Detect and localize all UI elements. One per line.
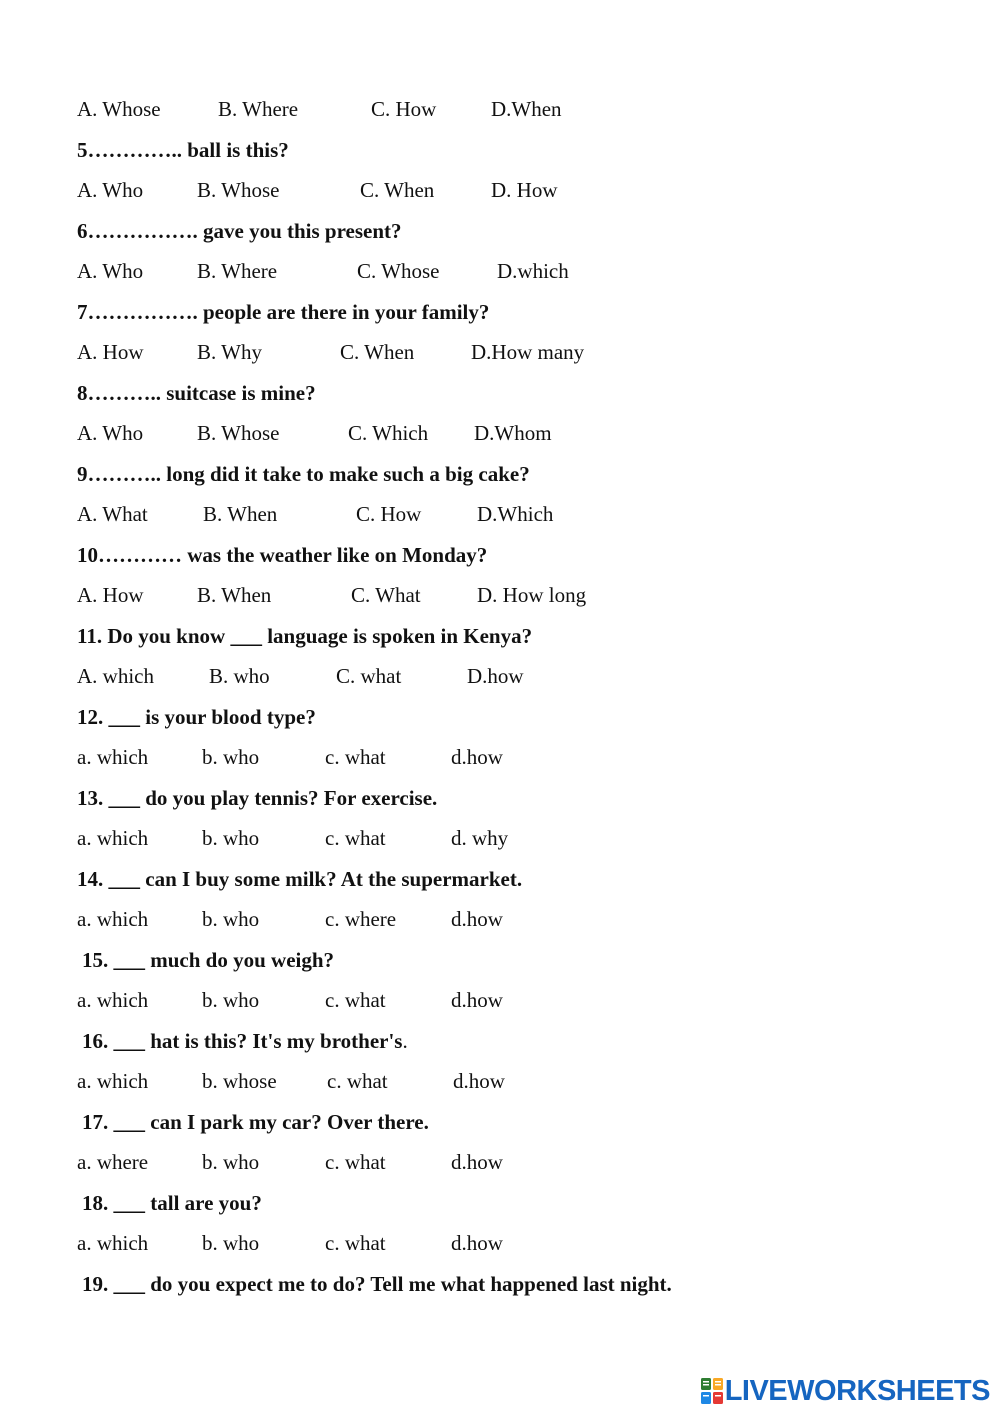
answer-option[interactable]: a. which (77, 1231, 149, 1255)
answer-option[interactable]: B. Where (218, 97, 299, 121)
answer-option[interactable]: D.which (497, 259, 569, 283)
question-text: 15. ___ much do you weigh? (82, 948, 335, 972)
question-text: 5………….. ball is this? (77, 138, 289, 162)
answer-option[interactable]: b. who (202, 1150, 260, 1174)
question-text: 6……………. gave you this present? (77, 219, 402, 243)
answer-option[interactable]: b. who (202, 1231, 260, 1255)
answer-option[interactable]: b. whose (202, 1069, 277, 1093)
question-text: 19. ___ do you expect me to do? Tell me what happened last night. (82, 1272, 672, 1296)
answer-option[interactable]: d.how (453, 1069, 505, 1093)
answer-option[interactable]: d.how (451, 988, 503, 1012)
question-text: 9……….. long did it take to make such a big cake? (77, 462, 530, 486)
answer-option[interactable]: d.how (451, 1231, 503, 1255)
answer-option[interactable]: C. Whose (357, 259, 440, 283)
question-text: 11. Do you know ___ language is spoken in Kenya? (77, 624, 533, 648)
answer-option[interactable]: A. How (77, 340, 144, 364)
answer-option[interactable]: C. When (340, 340, 415, 364)
answer-option[interactable]: A. What (77, 502, 148, 526)
answer-option[interactable]: C. How (371, 97, 437, 121)
answer-option[interactable]: a. where (77, 1150, 149, 1174)
answer-option[interactable]: c. what (325, 988, 386, 1012)
answer-option[interactable]: A. Who (77, 178, 144, 202)
answer-option[interactable]: C. What (351, 583, 421, 607)
answer-option[interactable]: A. Who (77, 259, 144, 283)
answer-option[interactable]: b. who (202, 745, 260, 769)
answer-option[interactable]: d.how (451, 907, 503, 931)
answer-option[interactable]: B. Why (197, 340, 262, 364)
answer-option[interactable]: c. what (325, 745, 386, 769)
answer-option[interactable]: a. which (77, 988, 149, 1012)
answer-option[interactable]: A. Who (77, 421, 144, 445)
answer-option[interactable]: D.how (467, 664, 524, 688)
question-text: 10………… was the weather like on Monday? (77, 543, 488, 567)
answer-option[interactable]: c. what (325, 826, 386, 850)
question-text: 18. ___ tall are you? (82, 1191, 262, 1215)
question-text: 17. ___ can I park my car? Over there. (82, 1110, 429, 1134)
answer-option[interactable]: A. which (77, 664, 154, 688)
question-text: 16. ___ hat is this? It's my brother's (82, 1029, 403, 1053)
answer-option[interactable]: b. who (202, 988, 260, 1012)
answer-option[interactable]: D. How long (477, 583, 587, 607)
answer-option[interactable]: c. what (325, 1150, 386, 1174)
answer-option[interactable]: c. what (325, 1231, 386, 1255)
answer-option[interactable]: B. Whose (197, 178, 280, 202)
answer-option[interactable]: a. which (77, 745, 149, 769)
question-tail: . (402, 1029, 408, 1053)
answer-option[interactable]: d.how (451, 745, 503, 769)
answer-option[interactable]: b. who (202, 826, 260, 850)
answer-option[interactable]: a. which (77, 826, 149, 850)
answer-option[interactable]: a. which (77, 1069, 149, 1093)
answer-option[interactable]: C. How (356, 502, 422, 526)
answer-option[interactable]: C. what (336, 664, 402, 688)
answer-option[interactable]: A. How (77, 583, 144, 607)
answer-option[interactable]: D.Whom (474, 421, 552, 445)
answer-option[interactable]: b. who (202, 907, 260, 931)
answer-option[interactable]: C. Which (348, 421, 429, 445)
answer-option[interactable]: c. where (325, 907, 397, 931)
question-text: 7……………. people are there in your family? (77, 300, 490, 324)
logo-text: LIVEWORKSHEETS (724, 1374, 990, 1407)
question-text: 13. ___ do you play tennis? For exercise. (77, 786, 438, 810)
answer-option[interactable]: c. what (327, 1069, 388, 1093)
liveworksheets-logo-icon (701, 1378, 723, 1404)
question-text: 14. ___ can I buy some milk? At the supermarket. (77, 867, 523, 891)
answer-option[interactable]: a. which (77, 907, 149, 931)
question-text: 12. ___ is your blood type? (77, 705, 316, 729)
question-text: 8……….. suitcase is mine? (77, 381, 316, 405)
answer-option[interactable]: D. How (491, 178, 558, 202)
answer-option[interactable]: D.Which (477, 502, 554, 526)
answer-option[interactable]: B. When (197, 583, 272, 607)
answer-option[interactable]: B. Where (197, 259, 278, 283)
answer-option[interactable]: D.How many (471, 340, 585, 364)
answer-option[interactable]: B. When (203, 502, 278, 526)
answer-option[interactable]: A. Whose (77, 97, 161, 121)
answer-option[interactable]: d. why (451, 826, 509, 850)
answer-option[interactable]: D.When (491, 97, 562, 121)
answer-option[interactable]: C. When (360, 178, 435, 202)
answer-option[interactable]: B. who (209, 664, 270, 688)
answer-option[interactable]: B. Whose (197, 421, 280, 445)
liveworksheets-logo[interactable] (701, 1374, 990, 1408)
answer-option[interactable]: d.how (451, 1150, 503, 1174)
question-wrap (82, 1028, 408, 1054)
